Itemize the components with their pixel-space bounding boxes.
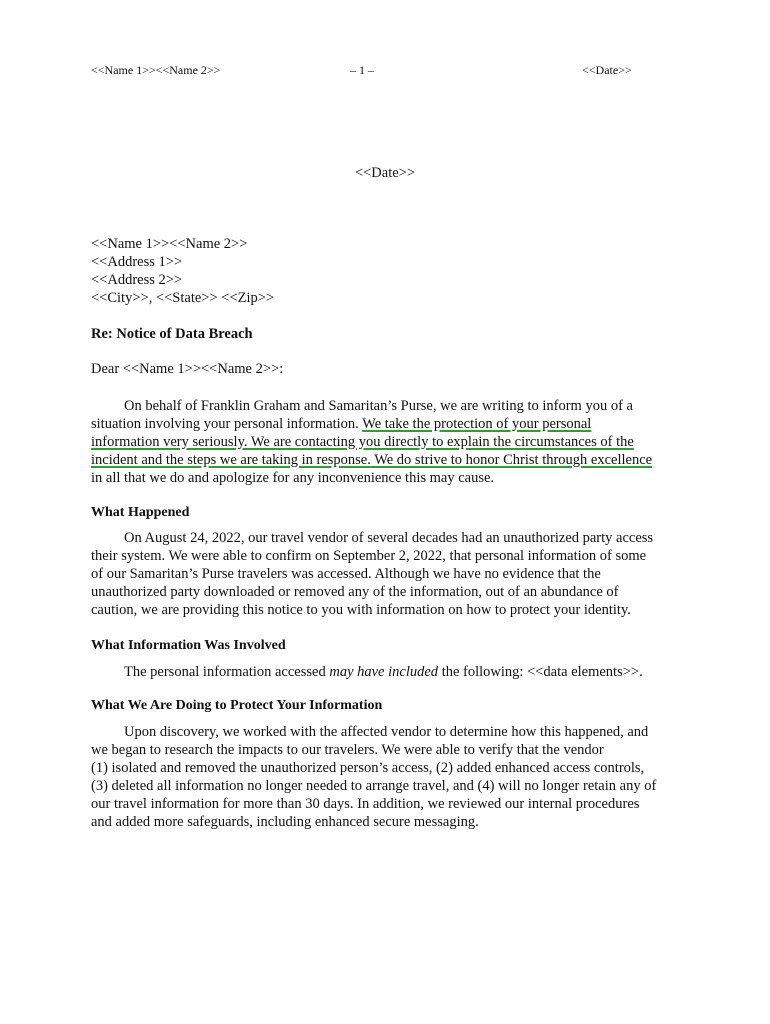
info-text: the following: <<data elements>>. [438, 664, 643, 680]
paragraph-line: (3) deleted all information no longer needed to arrange travel, and (4) will no longer retain any of [91, 778, 657, 794]
intro-line [91, 415, 681, 433]
intro-line [91, 451, 681, 469]
paragraph-line [91, 663, 681, 681]
paragraph-line: their system. We were able to confirm on September 2, 2022, that personal information of some [91, 548, 647, 564]
heading-what-information: What Information Was Involved [91, 638, 286, 653]
paragraph-line: our travel information for more than 30 days. In addition, we reviewed our internal procedures [91, 796, 640, 812]
what-doing-paragraph [91, 723, 681, 831]
paragraph-line: Upon discovery, we worked with the affected vendor to determine how this happened, and [124, 724, 649, 740]
intro-paragraph [91, 397, 681, 487]
paragraph-line: (1) isolated and removed the unauthorized person’s access, (2) added enhanced access controls, [91, 760, 645, 776]
intro-line: in all that we do and apologize for any inconvenience this may cause. [91, 470, 495, 486]
intro-text: situation involving your personal information. [91, 416, 363, 432]
address-line-1: <<Address 1>> [91, 254, 183, 270]
info-emphasis: may have included [329, 664, 439, 680]
address-line-city: <<City>>, <<State>> <<Zip>> [91, 290, 275, 306]
what-information-paragraph [91, 663, 681, 681]
header-date: <<Date>> [582, 63, 632, 77]
header-names: <<Name 1>><<Name 2>> [91, 63, 221, 77]
paragraph-line: caution, we are providing this notice to you with information on how to protect your identity. [91, 602, 631, 618]
heading-what-doing: What We Are Doing to Protect Your Information [91, 698, 383, 713]
flagged-text: We take the protection of your personal [362, 416, 592, 432]
intro-line: On behalf of Franklin Graham and Samaritan’s Purse, we are writing to inform you of a [124, 398, 633, 414]
address-line-2: <<Address 2>> [91, 272, 183, 288]
what-happened-paragraph [91, 529, 681, 619]
paragraph-line: we began to research the impacts to our travelers. We were able to verify that the vendor [91, 742, 604, 758]
paragraph-line: of our Samaritan’s Purse travelers was accessed. Although we have no evidence that the [91, 566, 601, 582]
paragraph-line: and added more safeguards, including enhanced secure messaging. [91, 814, 479, 830]
flagged-text: information very seriously. We are contacting you directly to explain the circumstances of the [91, 434, 634, 450]
subject-line: Re: Notice of Data Breach [91, 326, 253, 342]
salutation: Dear <<Name 1>><<Name 2>>: [91, 361, 284, 377]
address-block [91, 235, 274, 307]
paragraph-line: unauthorized party downloaded or removed any of the information, out of an abundance of [91, 584, 619, 600]
address-line-names: <<Name 1>><<Name 2>> [91, 236, 248, 252]
flagged-text: We do strive to honor Christ through excellence [370, 452, 653, 468]
letter-date: <<Date>> [354, 165, 416, 181]
heading-what-happened: What Happened [91, 505, 190, 520]
flagged-text: incident and the steps we are taking in response. [91, 452, 371, 468]
paragraph-line: On August 24, 2022, our travel vendor of several decades had an unauthorized party access [124, 530, 654, 546]
header-page-number: – 1 – [350, 63, 374, 77]
info-text: The personal information accessed [124, 664, 330, 680]
